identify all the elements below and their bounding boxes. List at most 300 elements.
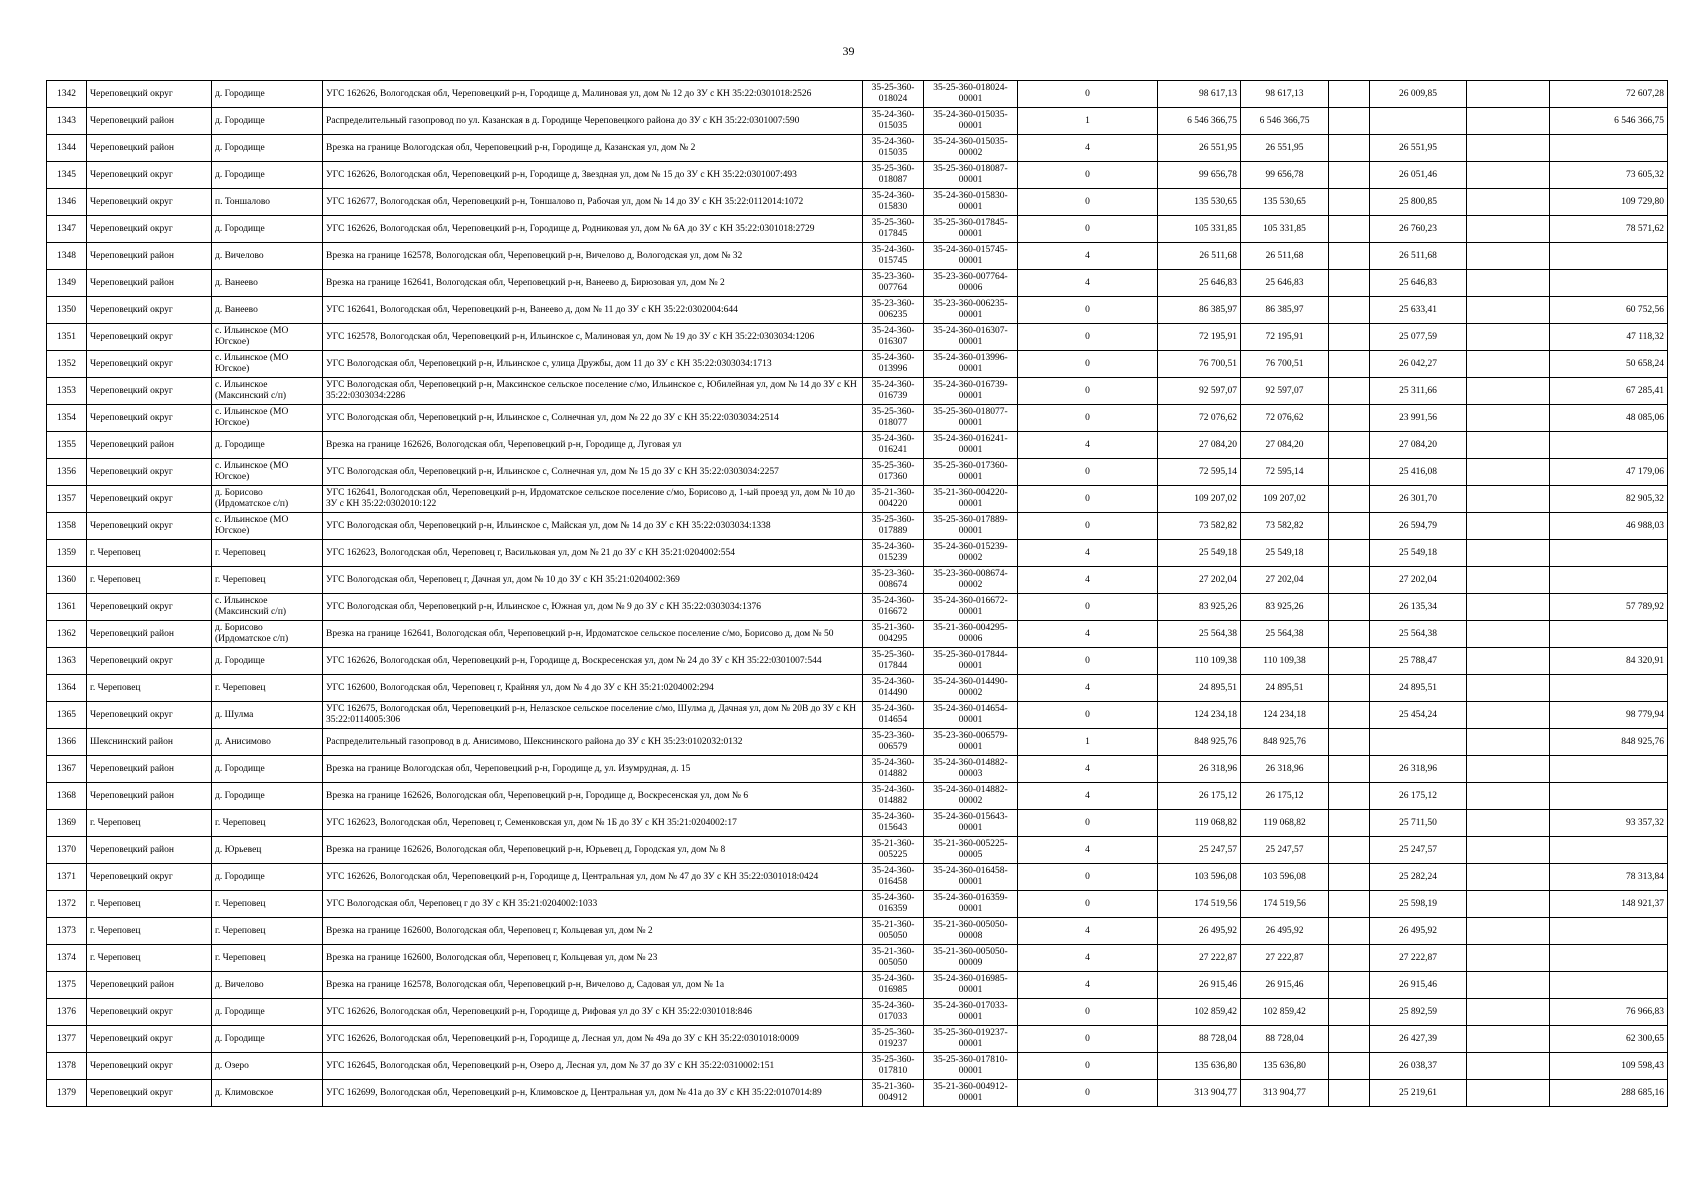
amount-2-cell: 26 495,92 — [1241, 918, 1329, 945]
amount-3-cell — [1329, 135, 1370, 162]
category-cell: 0 — [1018, 810, 1158, 837]
description-cell: УГС 162626, Вологодская обл, Череповецкий р-н, Городище д, Малиновая ул, дом № 12 до ЗУ с КН 35:22:0301018:2526 — [323, 81, 863, 108]
district-cell: г. Череповец — [87, 675, 212, 702]
district-cell: Череповецкий округ — [87, 513, 212, 540]
amount-6-cell — [1550, 270, 1668, 297]
object-code-cell: 35-21-360-004220 — [863, 486, 924, 513]
table-row — [47, 189, 1668, 216]
district-cell: Череповецкий округ — [87, 648, 212, 675]
table-row — [47, 1026, 1668, 1053]
row-number-cell: 1361 — [47, 594, 87, 621]
amount-4-cell: 26 051,46 — [1370, 162, 1467, 189]
table-row — [47, 783, 1668, 810]
object-id-cell: 35-21-360-004295-00006 — [924, 621, 1018, 648]
description-cell: УГС 162623, Вологодская обл, Череповец г, Семенковская ул, дом № 1Б до ЗУ с КН 35:21:0204002:17 — [323, 810, 863, 837]
district-cell: Череповецкий район — [87, 270, 212, 297]
amount-5-cell — [1467, 243, 1550, 270]
amount-1-cell: 88 728,04 — [1158, 1026, 1241, 1053]
amount-4-cell: 25 549,18 — [1370, 540, 1467, 567]
table-row — [47, 270, 1668, 297]
amount-2-cell: 27 222,87 — [1241, 945, 1329, 972]
amount-6-cell: 109 598,43 — [1550, 1053, 1668, 1080]
district-cell: Череповецкий район — [87, 243, 212, 270]
amount-6-cell: 67 285,41 — [1550, 378, 1668, 405]
table-row — [47, 432, 1668, 459]
table-row — [47, 513, 1668, 540]
district-cell: Череповецкий округ — [87, 351, 212, 378]
table-row — [47, 810, 1668, 837]
amount-6-cell — [1550, 918, 1668, 945]
amount-1-cell: 174 519,56 — [1158, 891, 1241, 918]
amount-1-cell: 73 582,82 — [1158, 513, 1241, 540]
amount-4-cell: 25 311,66 — [1370, 378, 1467, 405]
amount-3-cell — [1329, 729, 1370, 756]
locality-cell: с. Ильинское (МО Югское) — [212, 351, 323, 378]
locality-cell: д. Юрьевец — [212, 837, 323, 864]
amount-4-cell: 25 077,59 — [1370, 324, 1467, 351]
object-id-cell: 35-24-360-015035-00001 — [924, 108, 1018, 135]
amount-6-cell — [1550, 621, 1668, 648]
category-cell: 4 — [1018, 945, 1158, 972]
table-row — [47, 729, 1668, 756]
table-row — [47, 675, 1668, 702]
table-row — [47, 243, 1668, 270]
object-code-cell: 35-25-360-017845 — [863, 216, 924, 243]
amount-5-cell — [1467, 972, 1550, 999]
amount-4-cell: 26 760,23 — [1370, 216, 1467, 243]
object-code-cell: 35-23-360-006579 — [863, 729, 924, 756]
description-cell: УГС 162626, Вологодская обл, Череповецкий р-н, Городище д, Лесная ул, дом № 49а до ЗУ с КН 35:22:0301018:0009 — [323, 1026, 863, 1053]
locality-cell: д. Вичелово — [212, 243, 323, 270]
amount-2-cell: 25 646,83 — [1241, 270, 1329, 297]
category-cell: 4 — [1018, 135, 1158, 162]
amount-2-cell: 76 700,51 — [1241, 351, 1329, 378]
locality-cell: д. Климовское — [212, 1080, 323, 1107]
amount-3-cell — [1329, 945, 1370, 972]
object-id-cell: 35-25-360-017810-00001 — [924, 1053, 1018, 1080]
district-cell: Череповецкий округ — [87, 702, 212, 729]
row-number-cell: 1369 — [47, 810, 87, 837]
object-code-cell: 35-24-360-013996 — [863, 351, 924, 378]
object-code-cell: 35-21-360-005050 — [863, 945, 924, 972]
amount-2-cell: 26 318,96 — [1241, 756, 1329, 783]
description-cell: Распределительный газопровод в д. Анисимово, Шекснинского района до ЗУ с КН 35:23:0102032:0132 — [323, 729, 863, 756]
category-cell: 4 — [1018, 783, 1158, 810]
description-cell: УГС 162623, Вологодская обл, Череповец г, Васильковая ул, дом № 21 до ЗУ с КН 35:21:0204002:554 — [323, 540, 863, 567]
district-cell: г. Череповец — [87, 891, 212, 918]
amount-1-cell: 25 549,18 — [1158, 540, 1241, 567]
object-code-cell: 35-24-360-015830 — [863, 189, 924, 216]
category-cell: 0 — [1018, 702, 1158, 729]
description-cell: УГС 162645, Вологодская обл, Череповецкий р-н, Озеро д, Лесная ул, дом № 37 до ЗУ с КН 35:22:0310002:151 — [323, 1053, 863, 1080]
object-code-cell: 35-25-360-017844 — [863, 648, 924, 675]
locality-cell: д. Городище — [212, 648, 323, 675]
locality-cell: п. Тоншалово — [212, 189, 323, 216]
object-code-cell: 35-21-360-004295 — [863, 621, 924, 648]
amount-1-cell: 26 318,96 — [1158, 756, 1241, 783]
amount-5-cell — [1467, 351, 1550, 378]
amount-5-cell — [1467, 891, 1550, 918]
amount-5-cell — [1467, 135, 1550, 162]
amount-6-cell — [1550, 432, 1668, 459]
object-id-cell: 35-24-360-016241-00001 — [924, 432, 1018, 459]
district-cell: Череповецкий округ — [87, 162, 212, 189]
amount-1-cell: 124 234,18 — [1158, 702, 1241, 729]
row-number-cell: 1371 — [47, 864, 87, 891]
description-cell: Врезка на границе 162626, Вологодская обл, Череповецкий р-н, Юрьевец д, Городская ул, дом № 8 — [323, 837, 863, 864]
district-cell: Череповецкий округ — [87, 324, 212, 351]
object-id-cell: 35-24-360-014654-00001 — [924, 702, 1018, 729]
amount-3-cell — [1329, 324, 1370, 351]
locality-cell: д. Озеро — [212, 1053, 323, 1080]
row-number-cell: 1342 — [47, 81, 87, 108]
amount-1-cell: 102 859,42 — [1158, 999, 1241, 1026]
district-cell: Череповецкий округ — [87, 1053, 212, 1080]
description-cell: Врезка на границе 162600, Вологодская обл, Череповец г, Кольцевая ул, дом № 23 — [323, 945, 863, 972]
amount-6-cell: 76 966,83 — [1550, 999, 1668, 1026]
amount-6-cell — [1550, 135, 1668, 162]
object-id-cell: 35-21-360-005050-00009 — [924, 945, 1018, 972]
amount-4-cell: 23 991,56 — [1370, 405, 1467, 432]
amount-6-cell: 73 605,32 — [1550, 162, 1668, 189]
district-cell: Череповецкий район — [87, 837, 212, 864]
object-code-cell: 35-24-360-016307 — [863, 324, 924, 351]
object-id-cell: 35-24-360-016307-00001 — [924, 324, 1018, 351]
category-cell: 0 — [1018, 864, 1158, 891]
district-cell: Череповецкий округ — [87, 405, 212, 432]
object-code-cell: 35-24-360-015745 — [863, 243, 924, 270]
amount-3-cell — [1329, 81, 1370, 108]
row-number-cell: 1362 — [47, 621, 87, 648]
amount-2-cell: 119 068,82 — [1241, 810, 1329, 837]
category-cell: 0 — [1018, 1080, 1158, 1107]
row-number-cell: 1379 — [47, 1080, 87, 1107]
district-cell: Череповецкий округ — [87, 81, 212, 108]
object-code-cell: 35-24-360-014882 — [863, 783, 924, 810]
amount-3-cell — [1329, 432, 1370, 459]
object-id-cell: 35-25-360-018024-00001 — [924, 81, 1018, 108]
row-number-cell: 1368 — [47, 783, 87, 810]
row-number-cell: 1344 — [47, 135, 87, 162]
object-id-cell: 35-24-360-016739-00001 — [924, 378, 1018, 405]
category-cell: 0 — [1018, 405, 1158, 432]
amount-5-cell — [1467, 783, 1550, 810]
category-cell: 4 — [1018, 243, 1158, 270]
amount-1-cell: 313 904,77 — [1158, 1080, 1241, 1107]
category-cell: 0 — [1018, 459, 1158, 486]
amount-2-cell: 135 530,65 — [1241, 189, 1329, 216]
table-row — [47, 405, 1668, 432]
amount-5-cell — [1467, 675, 1550, 702]
amount-6-cell — [1550, 756, 1668, 783]
category-cell: 0 — [1018, 189, 1158, 216]
amount-4-cell: 25 711,50 — [1370, 810, 1467, 837]
amount-4-cell: 26 594,79 — [1370, 513, 1467, 540]
district-cell: Череповецкий район — [87, 432, 212, 459]
object-code-cell: 35-24-360-016241 — [863, 432, 924, 459]
object-id-cell: 35-23-360-006235-00001 — [924, 297, 1018, 324]
amount-3-cell — [1329, 621, 1370, 648]
object-code-cell: 35-23-360-006235 — [863, 297, 924, 324]
amount-3-cell — [1329, 999, 1370, 1026]
amount-1-cell: 26 511,68 — [1158, 243, 1241, 270]
object-code-cell: 35-24-360-016672 — [863, 594, 924, 621]
amount-6-cell — [1550, 675, 1668, 702]
amount-4-cell: 25 416,08 — [1370, 459, 1467, 486]
amount-1-cell: 72 076,62 — [1158, 405, 1241, 432]
amount-4-cell: 27 084,20 — [1370, 432, 1467, 459]
amount-3-cell — [1329, 675, 1370, 702]
amount-6-cell: 82 905,32 — [1550, 486, 1668, 513]
amount-3-cell — [1329, 513, 1370, 540]
amount-1-cell: 110 109,38 — [1158, 648, 1241, 675]
amount-1-cell: 119 068,82 — [1158, 810, 1241, 837]
district-cell: Череповецкий район — [87, 135, 212, 162]
amount-5-cell — [1467, 216, 1550, 243]
row-number-cell: 1350 — [47, 297, 87, 324]
district-cell: Череповецкий округ — [87, 864, 212, 891]
amount-3-cell — [1329, 567, 1370, 594]
amount-3-cell — [1329, 378, 1370, 405]
amount-2-cell: 72 076,62 — [1241, 405, 1329, 432]
category-cell: 4 — [1018, 270, 1158, 297]
table-row — [47, 918, 1668, 945]
table-row — [47, 540, 1668, 567]
amount-4-cell: 26 009,85 — [1370, 81, 1467, 108]
locality-cell: д. Городище — [212, 81, 323, 108]
amount-1-cell: 25 564,38 — [1158, 621, 1241, 648]
amount-5-cell — [1467, 378, 1550, 405]
amount-1-cell: 26 915,46 — [1158, 972, 1241, 999]
district-cell: Череповецкий округ — [87, 1080, 212, 1107]
amount-4-cell — [1370, 729, 1467, 756]
object-id-cell: 35-25-360-019237-00001 — [924, 1026, 1018, 1053]
description-cell: УГС 162677, Вологодская обл, Череповецкий р-н, Тоншалово п, Рабочая ул, дом № 14 до ЗУ с КН 35:22:0112014:1072 — [323, 189, 863, 216]
object-code-cell: 35-24-360-014882 — [863, 756, 924, 783]
district-cell: Череповецкий округ — [87, 216, 212, 243]
district-cell: г. Череповец — [87, 945, 212, 972]
district-cell: г. Череповец — [87, 567, 212, 594]
locality-cell: с. Ильинское (МО Югское) — [212, 513, 323, 540]
description-cell: Врезка на границе 162600, Вологодская обл, Череповец г, Кольцевая ул, дом № 2 — [323, 918, 863, 945]
object-id-cell: 35-21-360-004220-00001 — [924, 486, 1018, 513]
table-row — [47, 351, 1668, 378]
amount-5-cell — [1467, 999, 1550, 1026]
row-number-cell: 1348 — [47, 243, 87, 270]
table-row — [47, 621, 1668, 648]
table-row — [47, 972, 1668, 999]
amount-1-cell: 27 084,20 — [1158, 432, 1241, 459]
object-id-cell: 35-24-360-016672-00001 — [924, 594, 1018, 621]
amount-2-cell: 88 728,04 — [1241, 1026, 1329, 1053]
object-code-cell: 35-25-360-018077 — [863, 405, 924, 432]
amount-4-cell: 25 800,85 — [1370, 189, 1467, 216]
category-cell: 0 — [1018, 162, 1158, 189]
description-cell: Врезка на границе Вологодская обл, Череповецкий р-н, Городище д, ул. Изумрудная, д. 15 — [323, 756, 863, 783]
amount-2-cell: 73 582,82 — [1241, 513, 1329, 540]
object-id-cell: 35-21-360-004912-00001 — [924, 1080, 1018, 1107]
amount-2-cell: 848 925,76 — [1241, 729, 1329, 756]
amount-5-cell — [1467, 864, 1550, 891]
description-cell: Врезка на границе 162626, Вологодская обл, Череповецкий р-н, Городище д, Воскресенская ул, дом № 6 — [323, 783, 863, 810]
object-id-cell: 35-24-360-014882-00002 — [924, 783, 1018, 810]
table-row — [47, 1080, 1668, 1107]
object-id-cell: 35-23-360-006579-00001 — [924, 729, 1018, 756]
amount-6-cell: 109 729,80 — [1550, 189, 1668, 216]
amount-4-cell: 26 175,12 — [1370, 783, 1467, 810]
object-code-cell: 35-24-360-014654 — [863, 702, 924, 729]
amount-3-cell — [1329, 891, 1370, 918]
description-cell: УГС 162699, Вологодская обл, Череповецкий р-н, Климовское д, Центральная ул, дом № 41а до ЗУ с КН 35:22:0107014:89 — [323, 1080, 863, 1107]
table-row — [47, 162, 1668, 189]
object-id-cell: 35-24-360-015239-00002 — [924, 540, 1018, 567]
category-cell: 0 — [1018, 1053, 1158, 1080]
amount-4-cell: 27 222,87 — [1370, 945, 1467, 972]
description-cell: УГС Вологодская обл, Череповецкий р-н, Максинское сельское поселение с/мо, Ильинское с, Юбилейная ул, дом № 14 до ЗУ с КН 35:22:0303034:2286 — [323, 378, 863, 405]
category-cell: 0 — [1018, 351, 1158, 378]
object-id-cell: 35-21-360-005225-00005 — [924, 837, 1018, 864]
object-id-cell: 35-23-360-007764-00006 — [924, 270, 1018, 297]
amount-6-cell: 57 789,92 — [1550, 594, 1668, 621]
row-number-cell: 1374 — [47, 945, 87, 972]
amount-6-cell: 78 571,62 — [1550, 216, 1668, 243]
object-code-cell: 35-24-360-014490 — [863, 675, 924, 702]
table-row — [47, 837, 1668, 864]
description-cell: УГС 162626, Вологодская обл, Череповецкий р-н, Городище д, Рифовая ул до ЗУ с КН 35:22:0301018:846 — [323, 999, 863, 1026]
amount-2-cell: 25 247,57 — [1241, 837, 1329, 864]
object-id-cell: 35-24-360-013996-00001 — [924, 351, 1018, 378]
amount-1-cell: 26 551,95 — [1158, 135, 1241, 162]
amount-1-cell: 135 530,65 — [1158, 189, 1241, 216]
amount-3-cell — [1329, 1080, 1370, 1107]
table-row — [47, 324, 1668, 351]
table-row — [47, 1053, 1668, 1080]
object-code-cell: 35-24-360-016739 — [863, 378, 924, 405]
row-number-cell: 1353 — [47, 378, 87, 405]
amount-3-cell — [1329, 270, 1370, 297]
row-number-cell: 1358 — [47, 513, 87, 540]
locality-cell: г. Череповец — [212, 918, 323, 945]
amount-2-cell: 124 234,18 — [1241, 702, 1329, 729]
amount-2-cell: 313 904,77 — [1241, 1080, 1329, 1107]
category-cell: 0 — [1018, 594, 1158, 621]
row-number-cell: 1347 — [47, 216, 87, 243]
amount-4-cell: 27 202,04 — [1370, 567, 1467, 594]
district-cell: Череповецкий округ — [87, 189, 212, 216]
amount-5-cell — [1467, 297, 1550, 324]
object-code-cell: 35-25-360-019237 — [863, 1026, 924, 1053]
locality-cell: д. Городище — [212, 108, 323, 135]
locality-cell: с. Ильинское (МО Югское) — [212, 459, 323, 486]
amount-4-cell: 25 633,41 — [1370, 297, 1467, 324]
amount-2-cell: 86 385,97 — [1241, 297, 1329, 324]
locality-cell: д. Городище — [212, 999, 323, 1026]
amount-1-cell: 92 597,07 — [1158, 378, 1241, 405]
amount-3-cell — [1329, 972, 1370, 999]
amount-5-cell — [1467, 324, 1550, 351]
description-cell: УГС Вологодская обл, Череповецкий р-н, Ильинское с, Майская ул, дом № 14 до ЗУ с КН 35:22:0303034:1338 — [323, 513, 863, 540]
table-row — [47, 486, 1668, 513]
amount-6-cell — [1550, 837, 1668, 864]
row-number-cell: 1349 — [47, 270, 87, 297]
locality-cell: д. Городище — [212, 756, 323, 783]
description-cell: УГС 162626, Вологодская обл, Череповецкий р-н, Городище д, Звездная ул, дом № 15 до ЗУ с КН 35:22:0301007:493 — [323, 162, 863, 189]
district-cell: Череповецкий округ — [87, 594, 212, 621]
object-id-cell: 35-24-360-015035-00002 — [924, 135, 1018, 162]
category-cell: 4 — [1018, 432, 1158, 459]
row-number-cell: 1351 — [47, 324, 87, 351]
amount-5-cell — [1467, 162, 1550, 189]
amount-3-cell — [1329, 540, 1370, 567]
amount-4-cell: 26 915,46 — [1370, 972, 1467, 999]
object-id-cell: 35-24-360-016985-00001 — [924, 972, 1018, 999]
amount-3-cell — [1329, 297, 1370, 324]
description-cell: Врезка на границе 162641, Вологодская обл, Череповецкий р-н, Ванеево д, Бирюзовая ул, дом № 2 — [323, 270, 863, 297]
amount-3-cell — [1329, 810, 1370, 837]
amount-2-cell: 102 859,42 — [1241, 999, 1329, 1026]
category-cell: 0 — [1018, 648, 1158, 675]
amount-5-cell — [1467, 837, 1550, 864]
description-cell: УГС 162600, Вологодская обл, Череповец г, Крайняя ул, дом № 4 до ЗУ с КН 35:21:0204002:294 — [323, 675, 863, 702]
amount-3-cell — [1329, 351, 1370, 378]
amount-2-cell: 83 925,26 — [1241, 594, 1329, 621]
description-cell: Врезка на границе 162578, Вологодская обл, Череповецкий р-н, Вичелово д, Садовая ул, дом № 1а — [323, 972, 863, 999]
amount-4-cell: 26 427,39 — [1370, 1026, 1467, 1053]
amount-2-cell: 105 331,85 — [1241, 216, 1329, 243]
locality-cell: г. Череповец — [212, 675, 323, 702]
row-number-cell: 1373 — [47, 918, 87, 945]
amount-2-cell: 103 596,08 — [1241, 864, 1329, 891]
amount-6-cell: 84 320,91 — [1550, 648, 1668, 675]
amount-3-cell — [1329, 1026, 1370, 1053]
amount-1-cell: 76 700,51 — [1158, 351, 1241, 378]
description-cell: Врезка на границе 162626, Вологодская обл, Череповецкий р-н, Городище д, Луговая ул — [323, 432, 863, 459]
object-id-cell: 35-25-360-018077-00001 — [924, 405, 1018, 432]
amount-1-cell: 98 617,13 — [1158, 81, 1241, 108]
locality-cell: д. Городище — [212, 864, 323, 891]
category-cell: 4 — [1018, 918, 1158, 945]
category-cell: 0 — [1018, 81, 1158, 108]
table-row — [47, 216, 1668, 243]
amount-1-cell: 26 175,12 — [1158, 783, 1241, 810]
category-cell: 0 — [1018, 1026, 1158, 1053]
amount-3-cell — [1329, 864, 1370, 891]
district-cell: Череповецкий округ — [87, 999, 212, 1026]
row-number-cell: 1345 — [47, 162, 87, 189]
amount-1-cell: 25 646,83 — [1158, 270, 1241, 297]
object-id-cell: 35-25-360-018087-00001 — [924, 162, 1018, 189]
category-cell: 0 — [1018, 891, 1158, 918]
amount-4-cell — [1370, 108, 1467, 135]
description-cell: УГС 162641, Вологодская обл, Череповецкий р-н, Ванеево д, дом № 11 до ЗУ с КН 35:22:0302004:644 — [323, 297, 863, 324]
category-cell: 4 — [1018, 621, 1158, 648]
amount-6-cell — [1550, 783, 1668, 810]
category-cell: 4 — [1018, 837, 1158, 864]
amount-6-cell — [1550, 945, 1668, 972]
row-number-cell: 1346 — [47, 189, 87, 216]
amount-5-cell — [1467, 270, 1550, 297]
row-number-cell: 1375 — [47, 972, 87, 999]
object-code-cell: 35-21-360-004912 — [863, 1080, 924, 1107]
amount-3-cell — [1329, 648, 1370, 675]
object-code-cell: 35-24-360-016985 — [863, 972, 924, 999]
object-id-cell: 35-21-360-005050-00008 — [924, 918, 1018, 945]
amount-2-cell: 174 519,56 — [1241, 891, 1329, 918]
amount-2-cell: 135 636,80 — [1241, 1053, 1329, 1080]
amount-3-cell — [1329, 783, 1370, 810]
amount-6-cell — [1550, 972, 1668, 999]
amount-2-cell: 27 202,04 — [1241, 567, 1329, 594]
